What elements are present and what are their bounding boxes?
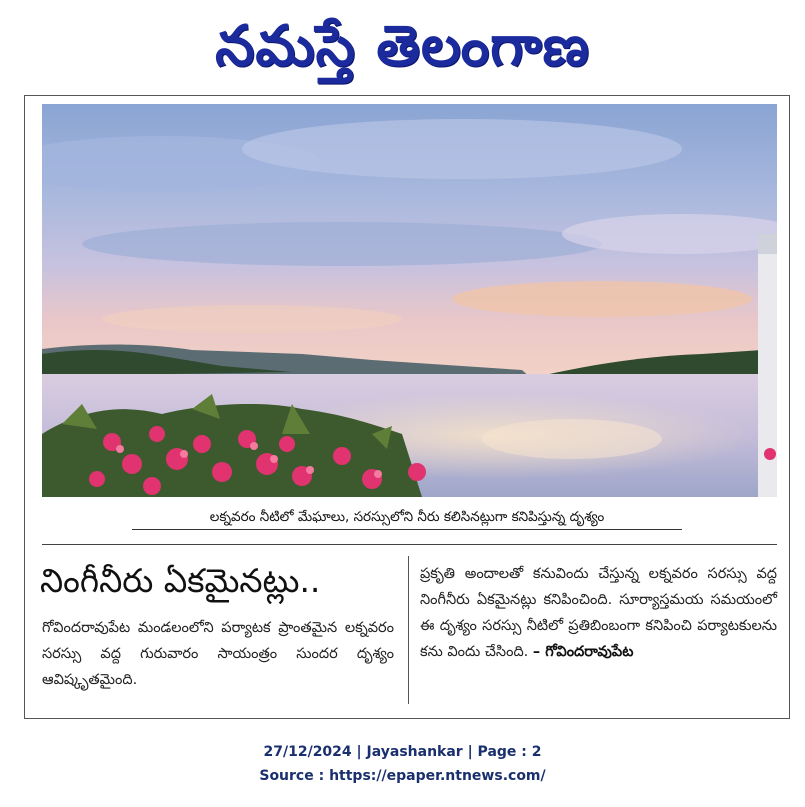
column-divider	[408, 556, 409, 704]
article-body-right	[420, 561, 777, 665]
article-headline: నింగీనీరు ఏకమైనట్లు..	[40, 561, 321, 600]
caption-divider	[42, 544, 777, 545]
lake-photo	[42, 104, 777, 497]
lake-sunset-scene	[42, 104, 777, 497]
page-footer	[0, 740, 805, 788]
article-body-left: గోవిందరావుపేట మండలంలోని పర్యాటక ప్రాంతమైన లక్నవరం సరస్సు వద్ద గురువారం సాయంత్రం సుందర దృశ్యం ఆవిష్కృతమైంది.	[42, 620, 394, 688]
article-body-right-text: ప్రకృతి అందాలతో కనువిందు చేస్తున్న లక్నవరం సరస్సు వద్ద నింగీనీరు ఏకమైనట్లు కనిపించింది. సూర్యాస్తమయ సమయంలో ఈ దృశ్యం సరస్సు నీటిలో ప్రతిబింబంగా కనిపించి పర్యాటకులను కను విందు చేసింది.	[420, 566, 777, 660]
article-byline: – గోవిందరావుపేట	[532, 644, 634, 660]
footer-date-edition: 27/12/2024 | Jayashankar | Page : 2	[263, 744, 542, 760]
newspaper-masthead: నమస్తే తెలంగాణ	[215, 14, 590, 79]
photo-caption: లక్నవరం నీటిలో మేఘాలు, సరస్సులోని నీరు కలిసినట్లుగా కనిపిస్తున్న దృశ్యం	[132, 507, 682, 530]
footer-source-link[interactable]: Source : https://epaper.ntnews.com/	[259, 768, 546, 784]
